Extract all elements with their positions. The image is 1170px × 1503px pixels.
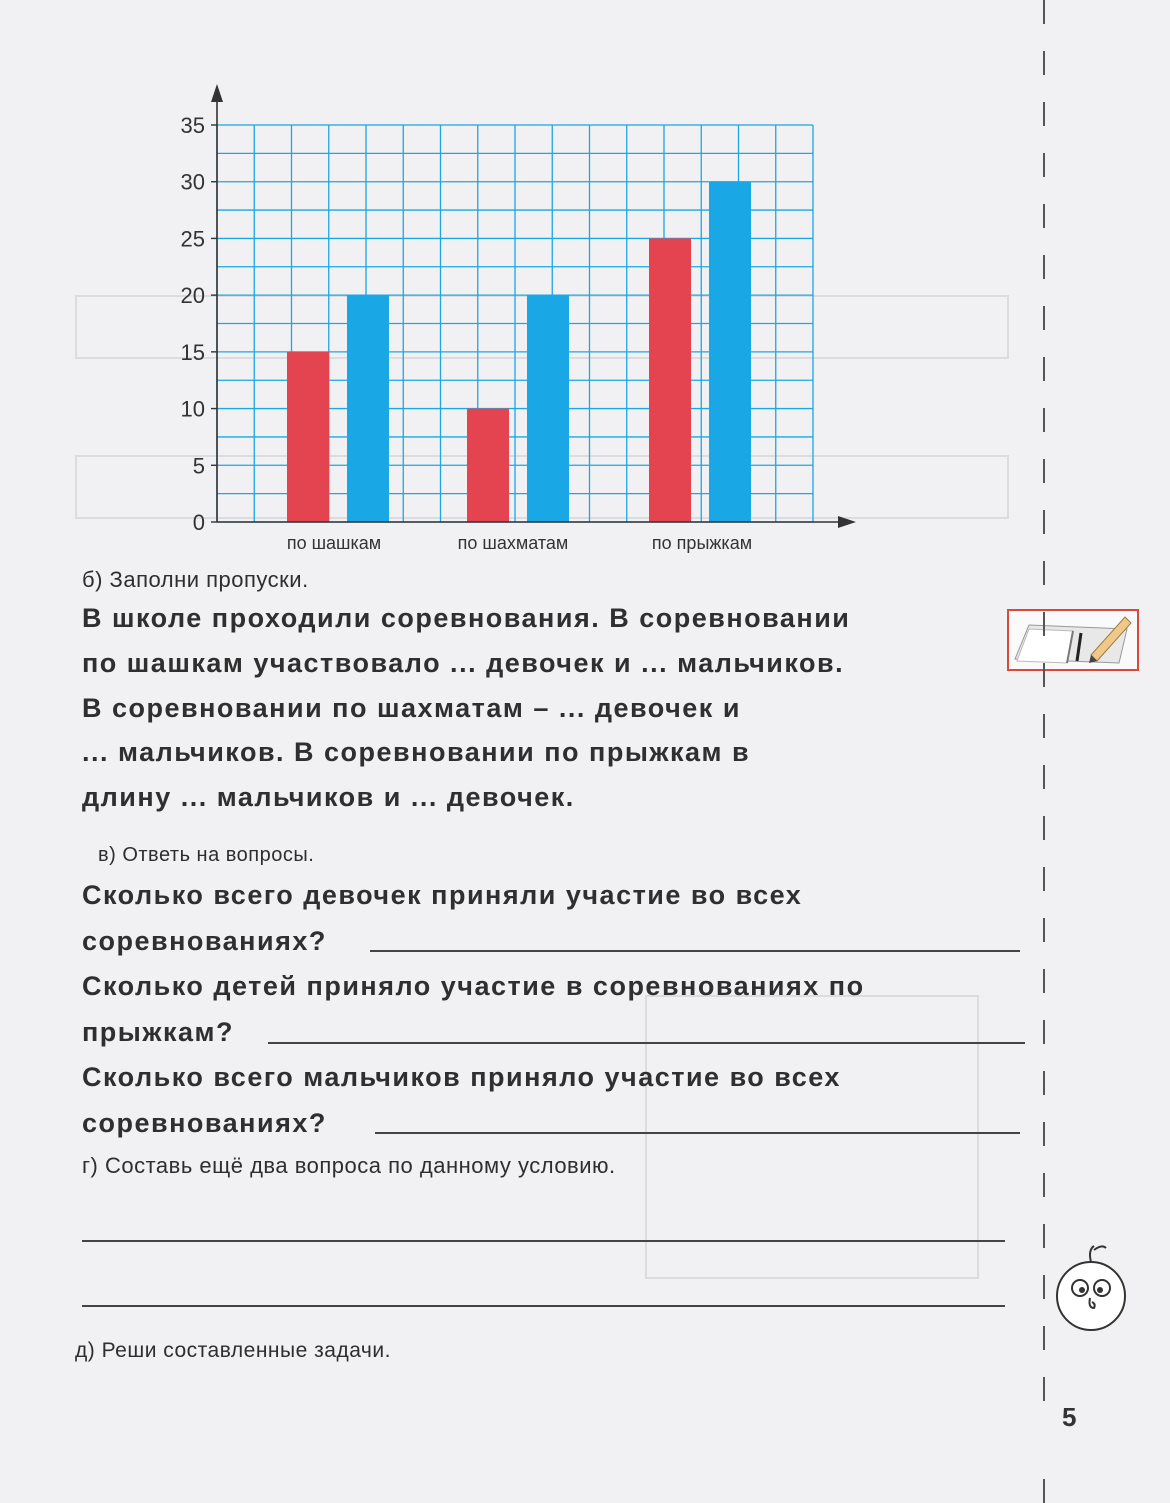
margin-dash [1043,612,1045,636]
bar-chart [0,0,880,560]
margin-dash [1043,1377,1045,1401]
margin-dash [1043,1020,1045,1044]
margin-dash [1043,510,1045,534]
margin-dash [1043,255,1045,279]
task-b-text-line: В школе проходили соревнования. В соревновании [82,603,851,633]
margin-dash [1043,306,1045,330]
y-tick-label: 5 [192,453,205,479]
margin-dash [1043,153,1045,177]
bar [467,409,509,522]
margin-dash [1043,102,1045,126]
y-tick-label: 35 [180,113,205,138]
task-d-label: д) Реши составленные задачи. [75,1339,391,1362]
margin-dash [1043,918,1045,942]
margin-dash [1043,51,1045,75]
writing-line[interactable] [82,1240,1005,1242]
margin-dash [1043,561,1045,585]
margin-dash [1043,867,1045,891]
answer-line-1[interactable] [370,950,1020,952]
y-tick-label: 30 [180,169,205,195]
bleed-box [645,995,979,1279]
margin-dash [1043,765,1045,789]
margin-dash [1043,714,1045,738]
question-3-line: соревнованиях? [82,1108,327,1138]
question-3-line: Сколько всего мальчиков приняло участие во всех [82,1062,841,1092]
margin-dash [1043,204,1045,228]
task-b-text-line: В соревновании по шахматам – ... девочек и [82,693,741,723]
margin-dash [1043,1122,1045,1146]
page-number: 5 [1062,1402,1077,1432]
bar [649,238,691,522]
task-v-label: в) Ответь на вопросы. [98,844,315,866]
margin-dash [1043,1326,1045,1350]
margin-dash [1043,816,1045,840]
bar [347,295,389,522]
writing-line[interactable] [82,1305,1005,1307]
margin-dash [1043,1071,1045,1095]
category-label: по шашкам [286,533,382,553]
y-tick-label: 25 [180,226,205,252]
margin-dash [1043,0,1045,24]
bar [709,182,751,522]
question-1-line: Сколько всего девочек приняли участие во всех [82,880,803,910]
y-axis-arrow [211,84,223,102]
y-tick-label: 0 [192,510,205,535]
task-b-text-line: ... мальчиков. В соревновании по прыжкам в [82,737,751,767]
y-tick-label: 20 [180,283,205,309]
category-label: по шахматам [457,533,569,553]
notebook-pencil-icon [1007,609,1139,671]
margin-dash [1043,459,1045,483]
margin-dash [1043,663,1045,687]
answer-line-2[interactable] [268,1042,1025,1044]
margin-dash [1043,1275,1045,1299]
bar [527,295,569,522]
category-label: по прыжкам [651,533,753,553]
bar [287,352,329,522]
task-g-label: г) Составь ещё два вопроса по данному условию. [82,1153,616,1178]
answer-line-3[interactable] [375,1132,1020,1134]
margin-dash [1043,357,1045,381]
task-b-label: б) Заполни пропуски. [82,567,309,592]
task-b-text-line: по шашкам участвовало ... девочек и ... мальчиков. [82,648,845,678]
y-tick-label: 15 [180,339,205,365]
x-axis-arrow [838,516,856,528]
margin-dash [1043,1173,1045,1197]
question-1-line: соревнованиях? [82,926,327,956]
question-2-line: Сколько детей приняло участие в соревнованиях по [82,971,865,1001]
margin-dash [1043,408,1045,432]
task-b-text-line: длину ... мальчиков и ... девочек. [82,782,575,812]
question-2-line: прыжкам? [82,1017,234,1047]
y-tick-label: 10 [180,396,205,422]
margin-dash [1043,1479,1045,1503]
margin-dash [1043,969,1045,993]
smiley-mascot-icon [1050,1242,1132,1332]
margin-dash [1043,1224,1045,1248]
